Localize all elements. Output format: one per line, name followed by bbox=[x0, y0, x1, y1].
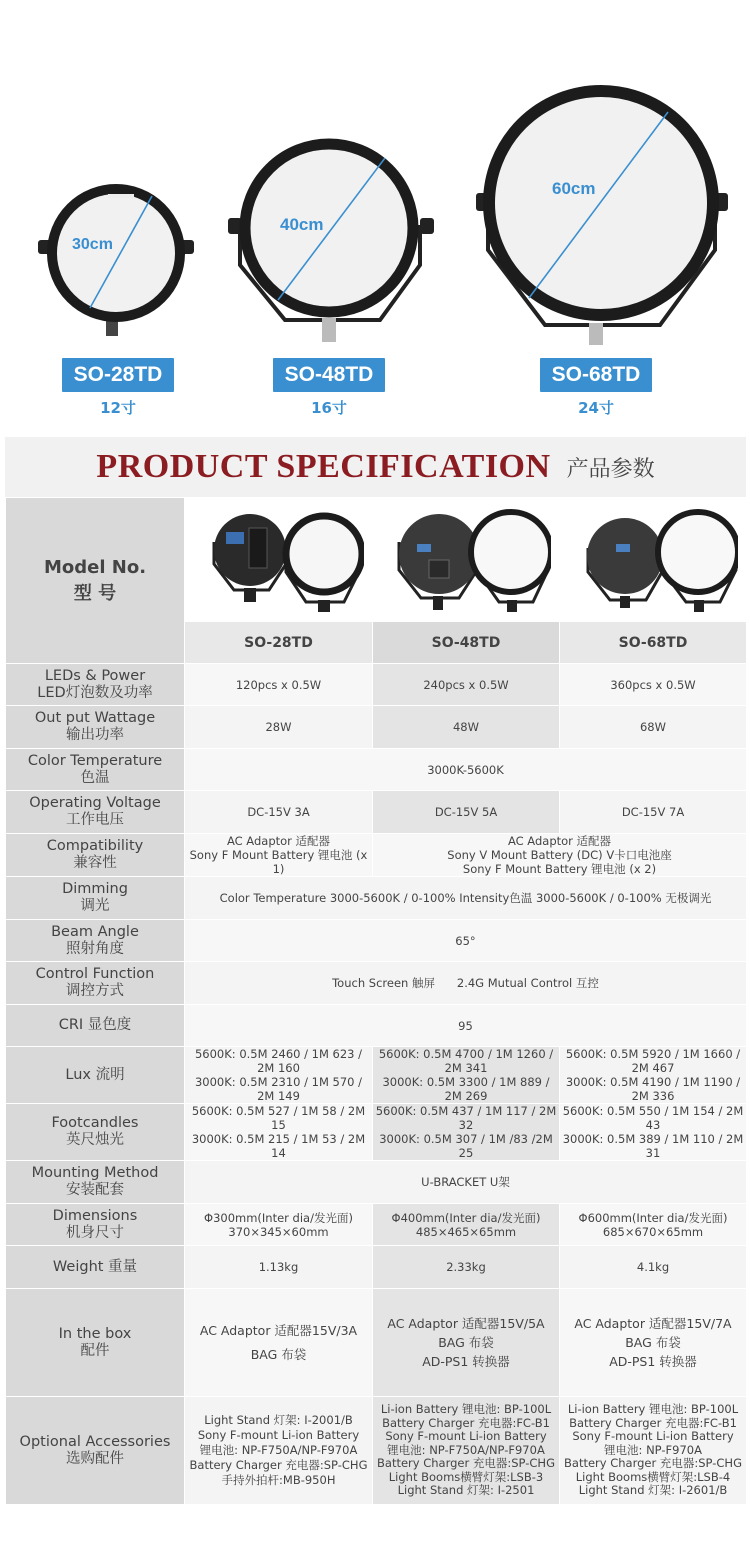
inbox-so48td: AC Adaptor 适配器15V/5A BAG 布袋 AD-PS1 转换器 bbox=[373, 1289, 560, 1397]
table-row-color-temp bbox=[6, 749, 747, 791]
lux-so48td: 5600K: 0.5M 4700 / 1M 1260 / 2M 341 3000K: 0.5M 3300 / 1M 889 / 2M 269 bbox=[373, 1047, 560, 1104]
size-label-24: 24寸 bbox=[578, 399, 614, 417]
inbox-so28td: AC Adaptor 适配器15V/3A BAG 布袋 bbox=[185, 1289, 373, 1397]
light-so68td-image bbox=[476, 91, 728, 345]
row-label-footcandles: Footcandles 英尺烛光 bbox=[6, 1104, 185, 1161]
leds-so48td: 240pcs x 0.5W bbox=[373, 664, 560, 706]
row-label-dimensions: Dimensions 机身尺寸 bbox=[6, 1204, 185, 1246]
light-so28td-image bbox=[38, 189, 194, 336]
row-label-voltage: Operating Voltage 工作电压 bbox=[6, 791, 185, 834]
size-label-12: 12寸 bbox=[100, 399, 136, 417]
product-photo-so48td-graphic bbox=[381, 502, 551, 614]
row-label-model bbox=[6, 498, 185, 664]
footcandles-so48td: 5600K: 0.5M 437 / 1M 117 / 2M 32 3000K: 0.5M 307 / 1M /83 /2M 25 bbox=[373, 1104, 560, 1161]
table-row-cri bbox=[6, 1005, 747, 1047]
diameter-label-1: 30cm bbox=[72, 236, 113, 253]
row-label-color-temp: Color Temperature 色温 bbox=[6, 749, 185, 791]
size-label-16: 16寸 bbox=[311, 399, 347, 417]
row-label-control: Control Function 调控方式 bbox=[6, 962, 185, 1005]
spec-heading-band bbox=[5, 437, 746, 497]
model-label-en: Model No. bbox=[43, 556, 147, 578]
row-label-cri: CRI 显色度 bbox=[6, 1005, 185, 1047]
dimensions-so28td: Φ300mm(Inter dia/发光面) 370×345×60mm bbox=[185, 1204, 373, 1246]
product-photo-so48td bbox=[373, 498, 560, 622]
table-row-lux bbox=[6, 1047, 747, 1104]
table-row-control bbox=[6, 962, 747, 1005]
dimming-value: Color Temperature 3000-5600K / 0-100% Intensity色温 3000-5600K / 0-100% 无极调光 bbox=[185, 877, 747, 920]
model-badge-so28td: SO-28TD bbox=[62, 358, 174, 392]
row-label-weight: Weight 重量 bbox=[6, 1246, 185, 1289]
row-label-inbox: In the box 配件 bbox=[6, 1289, 185, 1397]
weight-so48td: 2.33kg bbox=[373, 1246, 560, 1289]
light-so48td-image bbox=[228, 144, 434, 342]
leds-so68td: 360pcs x 0.5W bbox=[560, 664, 747, 706]
table-row-dimensions bbox=[6, 1204, 747, 1246]
footcandles-so28td: 5600K: 0.5M 527 / 1M 58 / 2M 15 3000K: 0.5M 215 / 1M 53 / 2M 14 bbox=[185, 1104, 373, 1161]
model-label-zh: 型 号 bbox=[73, 582, 117, 604]
model-badge-so68td: SO-68TD bbox=[540, 358, 652, 392]
product-photo-so28td-graphic bbox=[194, 502, 364, 614]
optional-so28td: Light Stand 灯架: I-2001/B Sony F-mount Li-ion Battery 锂电池: NP-F750A/NP-F970A Battery Charger 充电器:SP-CHG 手持外拍杆:MB-950H bbox=[185, 1397, 373, 1505]
table-row-optional bbox=[6, 1397, 747, 1505]
spec-heading-en: PRODUCT SPECIFICATION bbox=[96, 448, 551, 485]
product-photo-so68td-graphic bbox=[568, 502, 738, 614]
optional-so68td: Li-ion Battery 锂电池: BP-100L Battery Charger 充电器:FC-B1 Sony F-mount Li-ion Battery 锂电池: NP-F970A Battery Charger 充电器:SP-CHG Light Booms横臂灯架:LSB-4 Light Stand 灯架: I-2601/B bbox=[560, 1397, 747, 1505]
dimensions-so48td: Φ400mm(Inter dia/发光面) 485×465×65mm bbox=[373, 1204, 560, 1246]
row-label-dimming: Dimming 调光 bbox=[6, 877, 185, 920]
control-value: Touch Screen 触屏 2.4G Mutual Control 互控 bbox=[185, 962, 747, 1005]
table-row-footcandles bbox=[6, 1104, 747, 1161]
table-row-beam bbox=[6, 920, 747, 962]
output-so48td: 48W bbox=[373, 706, 560, 749]
row-label-output: Out put Wattage 输出功率 bbox=[6, 706, 185, 749]
voltage-so28td: DC-15V 3A bbox=[185, 791, 373, 834]
footcandles-so68td: 5600K: 0.5M 550 / 1M 154 / 2M 43 3000K: 0.5M 389 / 1M 110 / 2M 31 bbox=[560, 1104, 747, 1161]
table-row-inbox bbox=[6, 1289, 747, 1397]
optional-so48td: Li-ion Battery 锂电池: BP-100L Battery Charger 充电器:FC-B1 Sony F-mount Li-ion Battery 锂电池: NP-F750A/NP-F970A Battery Charger 充电器:SP-CHG Light Booms横臂灯架:LSB-3 Light Stand 灯架: I-2501 bbox=[373, 1397, 560, 1505]
lux-so28td: 5600K: 0.5M 2460 / 1M 623 / 2M 160 3000K: 0.5M 2310 / 1M 570 / 2M 149 bbox=[185, 1047, 373, 1104]
spec-table bbox=[5, 497, 747, 1505]
table-row-dimming bbox=[6, 877, 747, 920]
diameter-label-3: 60cm bbox=[552, 179, 596, 198]
beam-value: 65° bbox=[185, 920, 747, 962]
table-row-output bbox=[6, 706, 747, 749]
weight-so68td: 4.1kg bbox=[560, 1246, 747, 1289]
voltage-so48td: DC-15V 5A bbox=[373, 791, 560, 834]
inbox-so68td: AC Adaptor 适配器15V/7A BAG 布袋 AD-PS1 转换器 bbox=[560, 1289, 747, 1397]
row-label-lux: Lux 流明 bbox=[6, 1047, 185, 1104]
model-name-so28td: SO-28TD bbox=[185, 622, 373, 664]
lux-so68td: 5600K: 0.5M 5920 / 1M 1660 / 2M 467 3000K: 0.5M 4190 / 1M 1190 / 2M 336 bbox=[560, 1047, 747, 1104]
table-row-compat bbox=[6, 834, 747, 877]
product-photo-so28td bbox=[185, 498, 373, 622]
cri-value: 95 bbox=[185, 1005, 747, 1047]
table-row-weight bbox=[6, 1246, 747, 1289]
model-name-so68td: SO-68TD bbox=[560, 622, 747, 664]
table-row-leds bbox=[6, 664, 747, 706]
model-name-so48td: SO-48TD bbox=[373, 622, 560, 664]
row-label-beam: Beam Angle 照射角度 bbox=[6, 920, 185, 962]
output-so28td: 28W bbox=[185, 706, 373, 749]
model-badge-so48td: SO-48TD bbox=[273, 358, 385, 392]
table-row-model-images bbox=[6, 498, 747, 622]
mounting-value: U-BRACKET U架 bbox=[185, 1161, 747, 1204]
row-label-optional: Optional Accessories 选购配件 bbox=[6, 1397, 185, 1505]
dimensions-so68td: Φ600mm(Inter dia/发光面) 685×670×65mm bbox=[560, 1204, 747, 1246]
weight-so28td: 1.13kg bbox=[185, 1246, 373, 1289]
leds-so28td: 120pcs x 0.5W bbox=[185, 664, 373, 706]
table-row-mounting bbox=[6, 1161, 747, 1204]
compat-so48td-so68td: AC Adaptor 适配器 Sony V Mount Battery (DC) V卡口电池座 Sony F Mount Battery 锂电池 (x 2) bbox=[373, 834, 747, 877]
product-photo-so68td bbox=[560, 498, 747, 622]
color-temp-value: 3000K-5600K bbox=[185, 749, 747, 791]
row-label-compat: Compatibility 兼容性 bbox=[6, 834, 185, 877]
voltage-so68td: DC-15V 7A bbox=[560, 791, 747, 834]
table-row-voltage bbox=[6, 791, 747, 834]
output-so68td: 68W bbox=[560, 706, 747, 749]
compat-so28td: AC Adaptor 适配器 Sony F Mount Battery 锂电池 (x 1) bbox=[185, 834, 373, 877]
spec-heading-zh: 产品参数 bbox=[566, 456, 655, 482]
row-label-mounting: Mounting Method 安装配套 bbox=[6, 1161, 185, 1204]
row-label-leds: LEDs & Power LED灯泡数及功率 bbox=[6, 664, 185, 706]
diameter-label-2: 40cm bbox=[280, 215, 324, 234]
